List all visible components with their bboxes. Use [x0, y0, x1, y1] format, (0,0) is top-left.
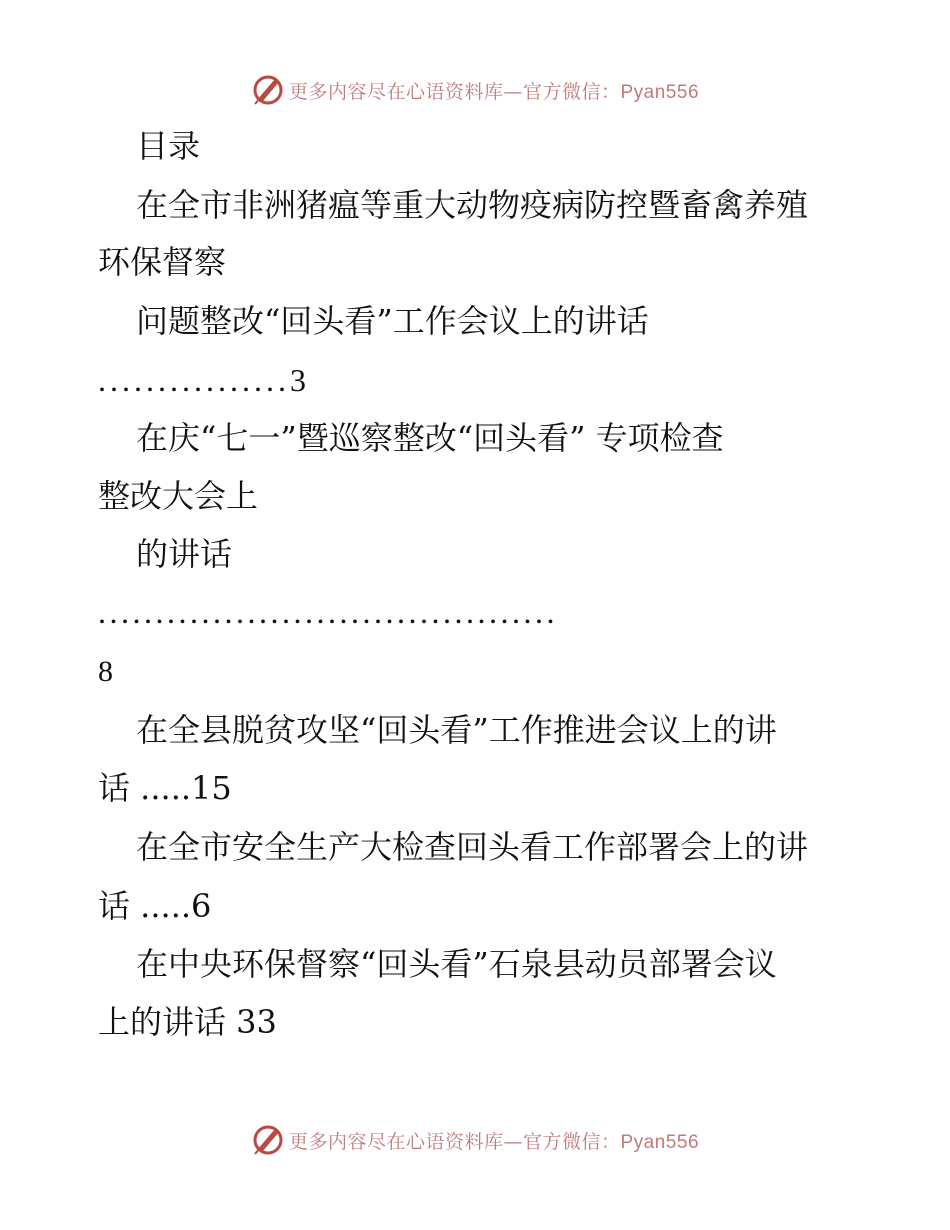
toc-page-ref: 8: [98, 655, 113, 688]
toc-line: 上的讲话 33: [98, 1003, 277, 1041]
banner-account: Pyan556: [620, 81, 700, 103]
banner-account: Pyan556: [620, 1131, 700, 1153]
banner-text: 更多内容尽在心语资料库—官方微信：: [288, 80, 621, 103]
quill-logo-icon: [251, 73, 285, 107]
toc-line: 整改大会上: [98, 477, 259, 515]
quill-logo-icon: [251, 1123, 285, 1157]
toc-line: 在全市非洲猪瘟等重大动物疫病防控暨畜禽养殖: [136, 186, 809, 224]
header-banner: [0, 70, 950, 110]
toc-heading: 目录: [136, 127, 201, 165]
toc-line: 话 .....6: [98, 887, 212, 925]
toc-line: 环保督察: [98, 243, 227, 281]
toc-leader-dots: ........................................: [98, 594, 558, 630]
toc-line: 在全市安全生产大检查回头看工作部署会上的讲: [136, 828, 809, 866]
toc-line: 在中央环保督察“回头看”石泉县动员部署会议: [136, 945, 777, 983]
footer-banner: [0, 1120, 950, 1160]
toc-page-ref: ................3: [98, 362, 310, 398]
toc-line: 在全县脱贫攻坚“回头看”工作推进会议上的讲: [136, 711, 777, 749]
toc-line: 问题整改“回头看”工作会议上的讲话: [136, 302, 649, 340]
toc-line: 的讲话: [136, 535, 233, 573]
toc-line: 话 .....15: [98, 769, 232, 807]
toc-line: 在庆“七一”暨巡察整改“回头看” 专项检查: [136, 419, 724, 457]
banner-text: 更多内容尽在心语资料库—官方微信：: [288, 1130, 621, 1153]
